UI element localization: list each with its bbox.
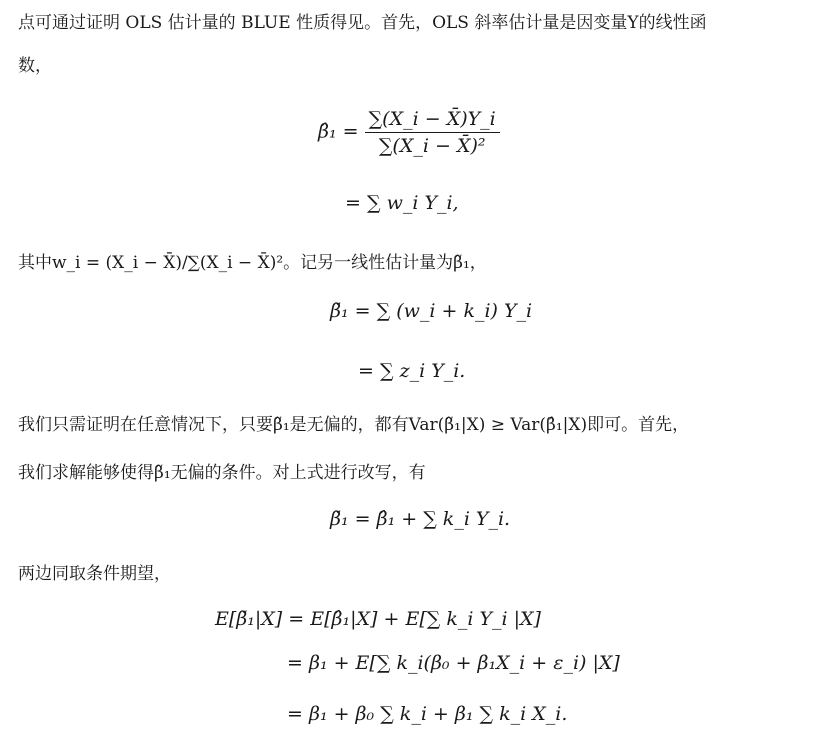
equation-beta-hat-sum: = ∑ w_i Y_i, (345, 192, 459, 214)
fraction (365, 108, 500, 157)
paragraph-weights: 其中w_i = (X_i − X̄)/∑(X_i − X̄)²。记另一线性估计量为β̃₁， (18, 253, 487, 273)
paragraph-expectation: 两边同取条件期望， (18, 564, 171, 584)
paragraph-intro-line1: 点可通过证明 OLS 估计量的 BLUE 性质得见。首先，OLS 斜率估计量是因变量Y的线性函 (18, 13, 707, 33)
equation-expectation-3: = β₁ + β₀ ∑ k_i + β₁ ∑ k_i X_i. (287, 703, 568, 725)
equation-lhs: β̂₁ = (318, 120, 359, 143)
equation-beta-tilde-1: β̃₁ = ∑ (w_i + k_i) Y_i (330, 300, 533, 322)
paragraph-intro-line2: 数， (18, 56, 52, 76)
fraction-denominator: ∑(X_i − X̄)² (378, 135, 486, 157)
equation-expectation-1: E[β̃₁|X] = E[β̂₁|X] + E[∑ k_i Y_i |X] (215, 608, 541, 630)
equation-expectation-2: = β₁ + E[∑ k_i(β₀ + β₁X_i + ε_i) |X] (287, 652, 620, 674)
equation-beta-tilde-2: = ∑ z_i Y_i. (358, 360, 466, 382)
paragraph-variance-line1: 我们只需证明在任意情况下，只要β̃₁是无偏的，都有Var(β̃₁|X) ≥ Var(β̂₁|X)即可。首先， (18, 415, 690, 435)
equation-beta-hat-fraction (318, 108, 500, 157)
paragraph-variance-line2: 我们求解能够使得β̃₁无偏的条件。对上式进行改写，有 (18, 463, 426, 483)
equation-beta-tilde-decomposition: β̃₁ = β̂₁ + ∑ k_i Y_i. (330, 508, 511, 530)
fraction-numerator: ∑(X_i − X̄)Y_i (365, 108, 500, 133)
